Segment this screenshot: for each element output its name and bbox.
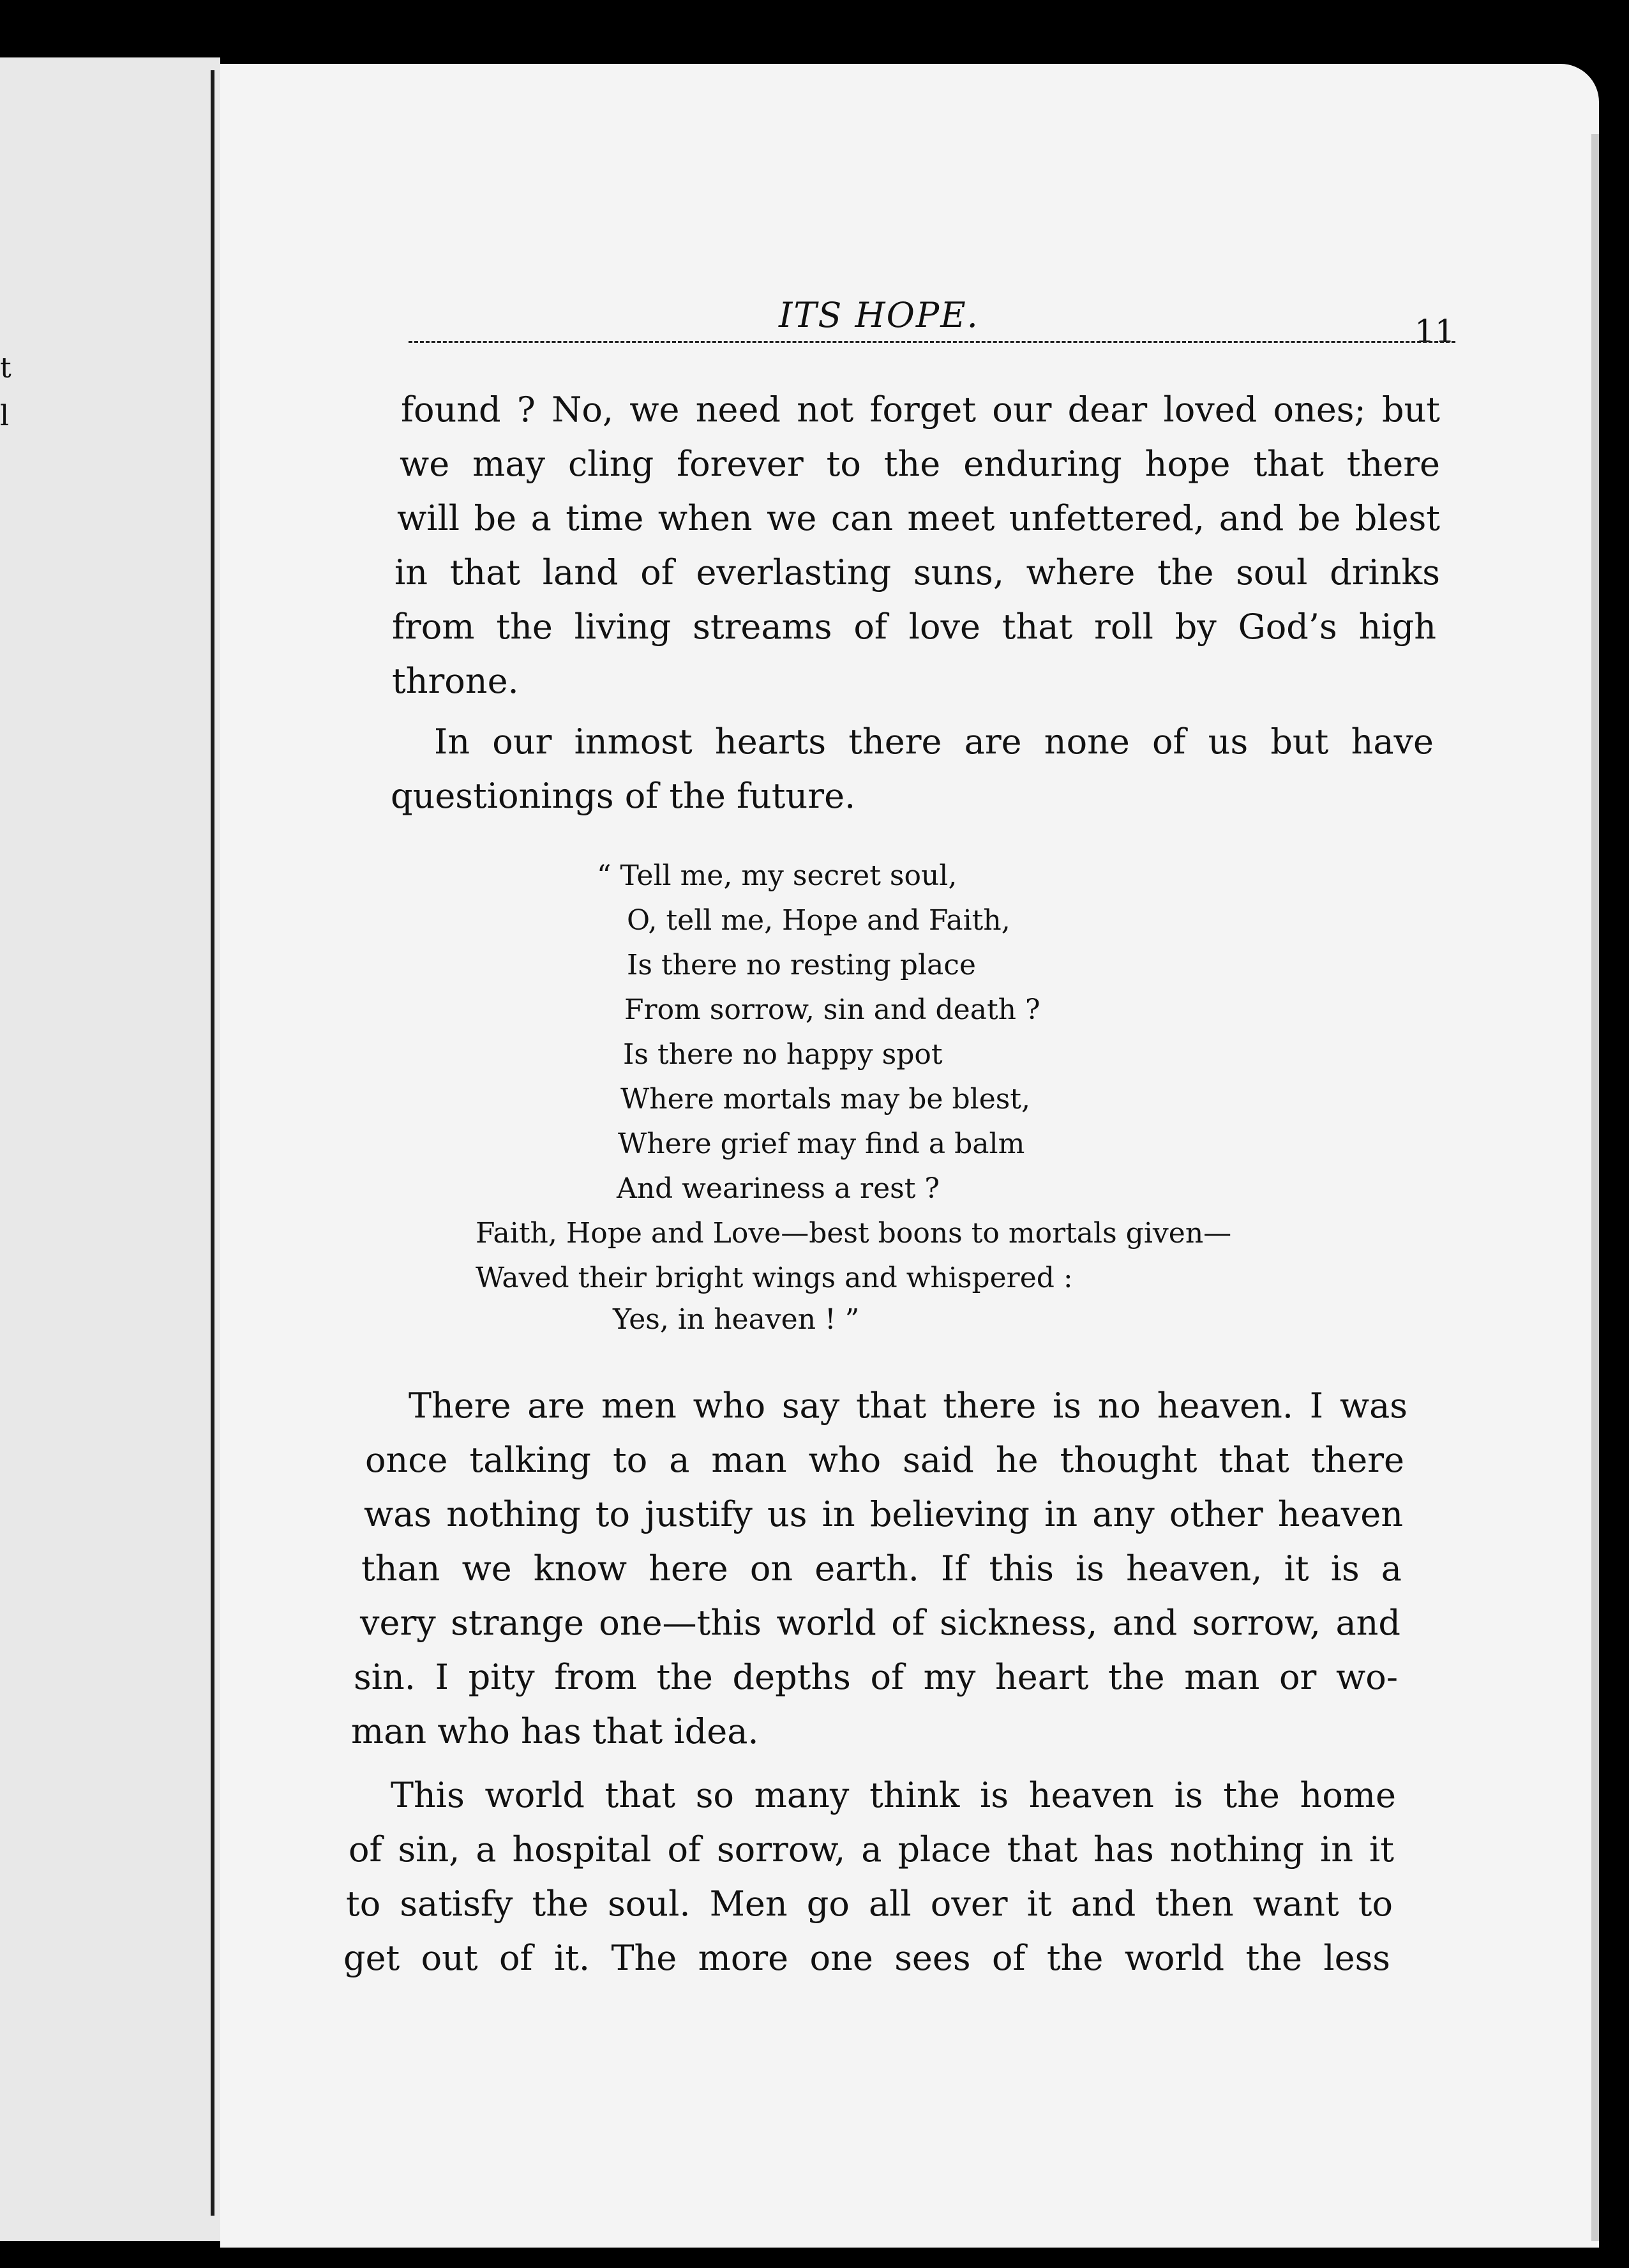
verse-line: O, tell me, Hope and Faith, xyxy=(627,904,1010,937)
text-line: in that land of everlasting suns, where the soul drinks xyxy=(394,552,1440,593)
text-line: to satisfy the soul. Men go all over it and then want to xyxy=(346,1884,1393,1924)
text-line: was nothing to justify us in believing in any other heaven xyxy=(364,1494,1403,1534)
page-edge xyxy=(1591,134,1599,2241)
text-line: will be a time when we can meet unfettered, and be blest xyxy=(397,498,1440,538)
text-line: throne. xyxy=(392,661,519,701)
verse-line: Is there no resting place xyxy=(627,949,976,981)
text-line: sin. I pity from the depths of my heart the man or wo- xyxy=(354,1657,1398,1697)
verse-line: “ Tell me, my secret soul, xyxy=(597,859,957,892)
verse-line: Where mortals may be blest, xyxy=(620,1083,1030,1115)
left-margin-glyph: t xyxy=(0,352,11,384)
text-line: There are men who say that there is no heaven. I was xyxy=(409,1386,1408,1426)
header-rule xyxy=(409,341,1455,343)
text-line: than we know here on earth. If this is heaven, it is a xyxy=(361,1548,1402,1589)
text-line: questionings of the future. xyxy=(391,776,856,816)
text-line: man who has that idea. xyxy=(351,1711,759,1751)
verse-line: Yes, in heaven ! ” xyxy=(613,1303,860,1336)
text-line: In our inmost hearts there are none of us but have xyxy=(434,722,1434,762)
verse-line: Is there no happy spot xyxy=(623,1038,943,1071)
text-line: from the living streams of love that roll by God’s high xyxy=(392,607,1436,647)
running-head: ITS HOPE. xyxy=(779,295,979,335)
text-line: of sin, a hospital of sorrow, a place that has nothing in it xyxy=(349,1829,1394,1870)
left-margin-glyph: l xyxy=(0,400,10,432)
verse-line: From sorrow, sin and death ? xyxy=(624,994,1040,1026)
text-line: we may cling forever to the enduring hope that there xyxy=(400,444,1440,484)
left-page xyxy=(0,57,220,2241)
verse-line: Faith, Hope and Love—best boons to mortals given— xyxy=(476,1217,1232,1250)
text-line: get out of it. The more one sees of the world the less xyxy=(343,1938,1390,1978)
text-line: found ? No, we need not forget our dear loved ones; but xyxy=(401,389,1440,430)
verse-line: And weariness a rest ? xyxy=(617,1172,940,1205)
text-line: very strange one—this world of sickness, and sorrow, and xyxy=(360,1603,1400,1643)
verse-line: Waved their bright wings and whispered : xyxy=(476,1262,1073,1294)
verse-line: Where grief may find a balm xyxy=(618,1128,1025,1160)
text-line: once talking to a man who said he thought that there xyxy=(365,1440,1404,1480)
gutter-line xyxy=(211,70,214,2216)
page-number: 11 xyxy=(1415,313,1455,350)
text-line: This world that so many think is heaven is the home xyxy=(391,1775,1396,1815)
